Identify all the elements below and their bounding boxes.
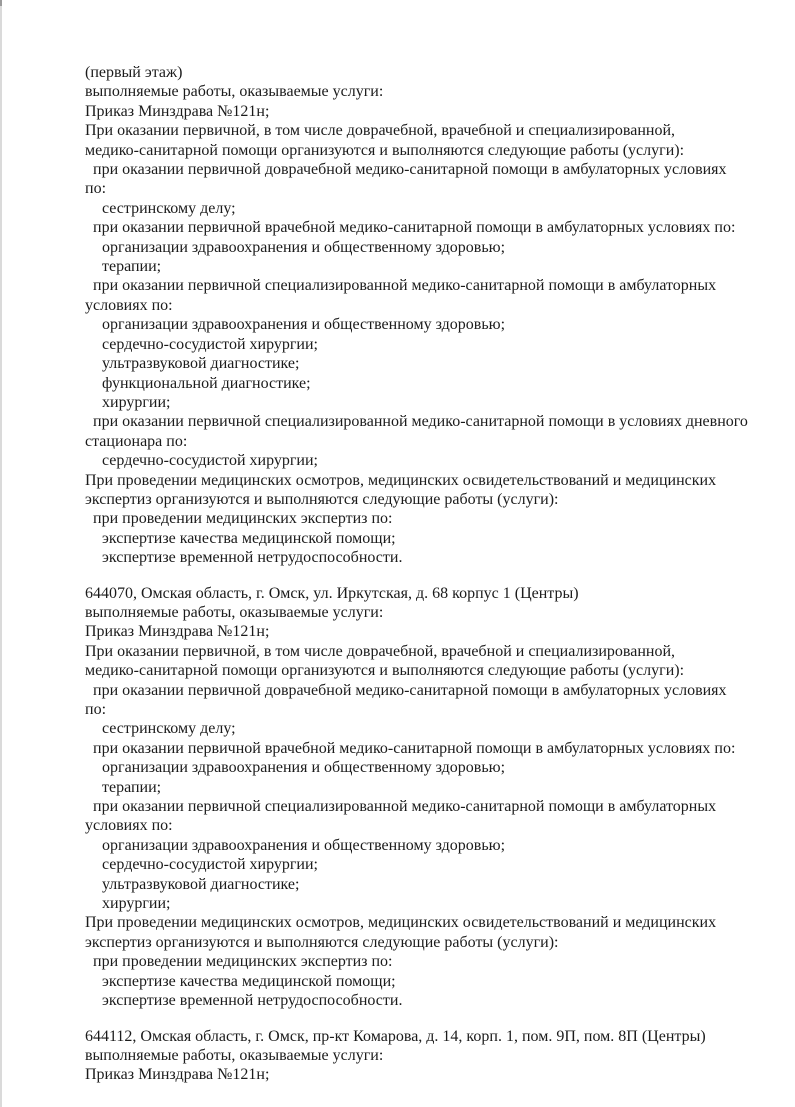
- document-line: стационара по:: [85, 432, 188, 450]
- document-line: при оказании первичной врачебной медико-санитарной помощи в амбулаторных условиях по:: [93, 739, 736, 757]
- document-line: при оказании первичной доврачебной медико-санитарной помощи в амбулаторных условиях: [93, 161, 727, 179]
- document-line: экспертизе временной нетрудоспособности.: [102, 549, 403, 567]
- document-line: сестринскому делу;: [102, 720, 236, 738]
- document-line: хирургии;: [102, 393, 171, 411]
- document-line: выполняемые работы, оказываемые услуги:: [85, 1046, 384, 1064]
- document-line: по:: [85, 180, 107, 198]
- document-line: экспертиз организуются и выполняются следующие работы (услуги):: [85, 490, 559, 508]
- document-line: при оказании первичной доврачебной медико-санитарной помощи в амбулаторных условиях: [93, 681, 727, 699]
- address-line: 644070, Омская область, г. Омск, ул. Иркутская, д. 68 корпус 1 (Центры): [85, 584, 579, 602]
- left-edge-divider: [0, 0, 2, 1107]
- document-line: При проведении медицинских осмотров, медицинских освидетельствований и медицинских: [85, 471, 717, 489]
- document-line: по:: [85, 701, 107, 718]
- document-line: медико-санитарной помощи организуются и выполняются следующие работы (услуги):: [85, 662, 685, 680]
- document-line: сердечно-сосудистой хирургии;: [102, 856, 318, 874]
- left-edge-top-cap: [0, 0, 2, 6]
- document-line: ультразвуковой диагностике;: [102, 355, 300, 373]
- document-line: при оказании первичной специализированной медико-санитарной помощи в условиях дневного: [93, 413, 748, 431]
- document-line: сердечно-сосудистой хирургии;: [102, 335, 318, 353]
- document-line: При проведении медицинских осмотров, медицинских освидетельствований и медицинских: [85, 914, 717, 932]
- document-line: медико-санитарной помощи организуются и выполняются следующие работы (услуги):: [85, 141, 685, 159]
- document-line: экспертизе временной нетрудоспособности.: [102, 992, 403, 1010]
- order-reference-line: Приказ Минздрава №121н;: [85, 102, 270, 120]
- document-line: условиях по:: [85, 817, 173, 835]
- document-line: При оказании первичной, в том числе доврачебной, врачебной и специализированной,: [85, 122, 676, 140]
- document-line: выполняемые работы, оказываемые услуги:: [85, 83, 384, 101]
- document-line: экспертиз организуются и выполняются следующие работы (услуги):: [85, 933, 559, 951]
- document-line: экспертизе качества медицинской помощи;: [102, 529, 396, 547]
- document-line: терапии;: [102, 258, 162, 276]
- document-line: терапии;: [102, 778, 162, 796]
- document-line: организации здравоохранения и общественному здоровью;: [102, 316, 506, 334]
- document-line: при оказании первичной специализированной медико-санитарной помощи в амбулаторных: [93, 277, 717, 295]
- address-line: 644112, Омская область, г. Омск, пр-кт Комарова, д. 14, корп. 1, пом. 9П, пом. 8П (Центры): [85, 1027, 706, 1045]
- document-line: условиях по:: [85, 296, 173, 314]
- document-line: при проведении медицинских экспертиз по:: [93, 510, 393, 528]
- document-line: организации здравоохранения и общественному здоровью;: [102, 238, 506, 256]
- document-line: ультразвуковой диагностике;: [102, 875, 300, 893]
- document-line: при оказании первичной специализированной медико-санитарной помощи в амбулаторных: [93, 798, 717, 816]
- document-line: функциональной диагностике;: [102, 374, 311, 392]
- document-line: выполняемые работы, оказываемые услуги:: [85, 603, 384, 621]
- document-line: хирургии;: [102, 895, 171, 913]
- document-line: организации здравоохранения и общественному здоровью;: [102, 836, 506, 854]
- license-section-first-floor: [85, 63, 755, 568]
- license-section-komarova-14: [85, 1027, 755, 1085]
- license-section-irkutskaya-68: [85, 584, 755, 1011]
- floor-note-line: (первый этаж): [85, 64, 183, 81]
- document-line: сердечно-сосудистой хирургии;: [102, 452, 318, 470]
- document-line: При оказании первичной, в том числе доврачебной, врачебной и специализированной,: [85, 642, 676, 660]
- order-reference-line: Приказ Минздрава №121н;: [85, 623, 270, 641]
- document-line: при оказании первичной врачебной медико-санитарной помощи в амбулаторных условиях по:: [93, 219, 736, 237]
- document-line: организации здравоохранения и общественному здоровью;: [102, 759, 506, 777]
- document-line: экспертизе качества медицинской помощи;: [102, 972, 396, 990]
- order-reference-line: Приказ Минздрава №121н;: [85, 1066, 270, 1084]
- document-line: при проведении медицинских экспертиз по:: [93, 953, 393, 971]
- license-services-text: [85, 63, 755, 1085]
- document-line: сестринскому делу;: [102, 199, 236, 217]
